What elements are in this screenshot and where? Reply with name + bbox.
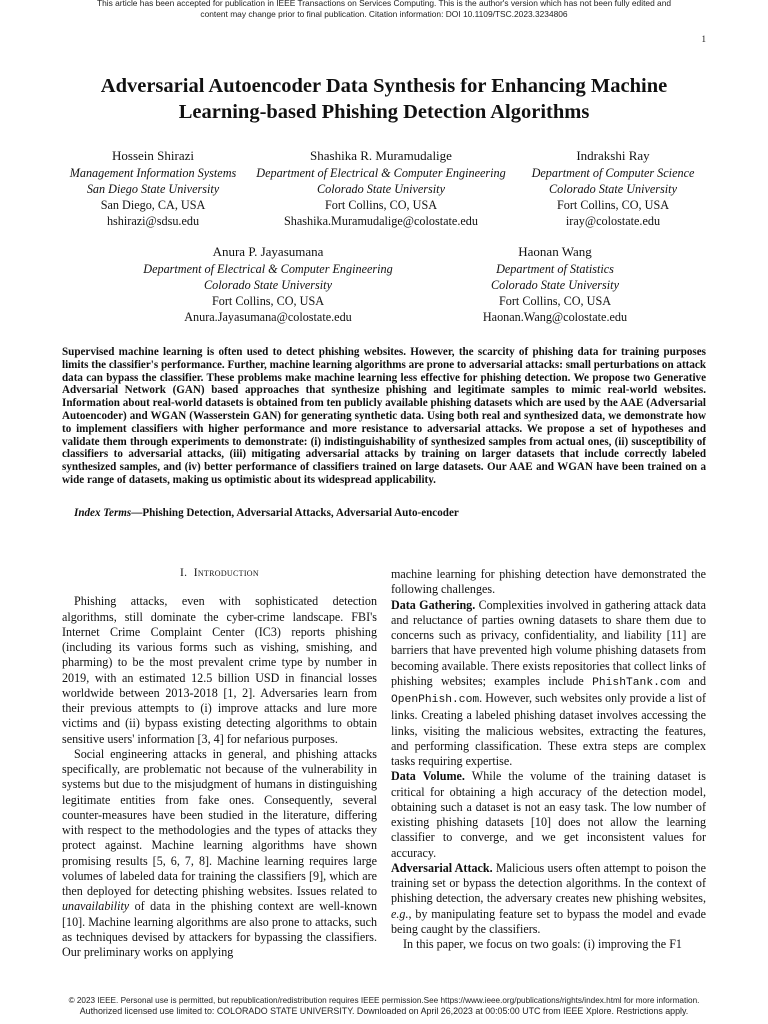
author-email: hshirazi@sdsu.edu (106, 214, 200, 228)
url-openphish[interactable]: OpenPhish.com (391, 694, 480, 706)
author-university: San Diego State University (86, 182, 220, 196)
right-column (391, 567, 706, 952)
author-location: San Diego, CA, USA (100, 198, 206, 212)
author-name: Anura P. Jayasumana (212, 244, 324, 259)
index-terms-text: —Phishing Detection, Adversarial Attacks, Adversarial Auto-encoder (131, 507, 459, 519)
copyright-footer: © 2023 IEEE. Personal use is permitted, but republication/redistribution requires IEEE permission.See https://www.ieee.org/publications/rights/index.html for more information. (68, 996, 700, 1005)
author-location: Fort Collins, CO, USA (556, 198, 670, 212)
author-department: Department of Statistics (496, 262, 614, 276)
emphasis: unavailability (62, 899, 130, 914)
author-email: iray@colostate.edu (565, 214, 661, 228)
paragraph-adversarial-attack (391, 861, 706, 937)
author-department: Management Information Systems (69, 166, 237, 180)
abstract: Supervised machine learning is often used to detect phishing websites. However, the scarcity of phishing data for training purposes limits the classifier's performance. Further, machine learning algorithms are prone to adversarial attacks: small perturbations on attack data can bypass the classifier. These problems make machine learning less effective for phishing detection. We propose two Generative Adversarial Network (GAN) based approaches that synthesize phishing and legitimate samples to mimic real-world websites. Information about real-world datasets is obtained from ten publicly available phishing datasets which are used by the AAE (Adversarial Autoencoder) and WGAN (Wasserstein GAN) for generating synthetic data. Using both real and synthesized data, we demonstrate how to implement classifiers with higher performance and more resistance to adversarial attacks. We propose a set of hypotheses and validate them through experiments to demonstrate: (i) indistinguishability of synthesized samples from actual ones, (ii) susceptibility of classifiers to adversarial attacks, (iii) mitigating adversarial attacks by training on larger datasets that include correctly labeled synthesized samples, and (iv) better performance of classifiers trained on large datasets. Our AAE and WGAN have been trained on a wide range of datasets, making us optimistic about its widespread applicability. (62, 346, 706, 486)
title-line-2: Learning-based Phishing Detection Algorithms (178, 101, 590, 123)
author-block-shirazi (62, 147, 244, 229)
author-department: Department of Computer Science (531, 166, 695, 180)
paragraph-text: Social engineering attacks in general, and phishing attacks specifically, are problematic not because of the vulnerability in systems but due to the misjudgment of humans in distinguishing legitimate entities from fake ones. Consequently, several counter-measures have been studied in the literature, differing with respect to the methodologies and the types of attacks they protect against. Machine learning algorithms have shown promising results [5, 6, 7, 8]. Machine learning requires large volumes of labeled data for training the classifiers [9], which are then deployed for detecting phishing websites. Issues related to (62, 746, 377, 898)
author-name: Shashika R. Muramudalige (310, 148, 452, 163)
author-university: Colorado State University (204, 278, 332, 292)
license-footer: Authorized licensed use limited to: COLORADO STATE UNIVERSITY. Downloaded on April 26,2023 at 00:05:00 UTC from IEEE Xplore. Restrictions apply. (79, 1006, 689, 1016)
page-number: 1 (701, 34, 706, 44)
author-name: Hossein Shirazi (112, 148, 194, 163)
paragraph: machine learning for phishing detection have demonstrated the following challenges. (391, 567, 706, 597)
section-heading (62, 566, 377, 581)
title-line-1: Adversarial Autoencoder Data Synthesis for Enhancing Machine (100, 75, 668, 97)
run-in-heading: Adversarial Attack. (391, 860, 493, 875)
paragraph-text: While the volume of the training dataset is critical for obtaining a high accuracy of the detection model, obtaining such a dataset is not an easy task. The low number of existing phishing datasets [10] does not allow the learning classifier to converge, and we get inconsistent values for accuracy. (391, 769, 706, 860)
publication-notice-line-1: This article has been accepted for publication in IEEE Transactions on Services Computing. This is the author's version which has not been fully edited and (96, 0, 672, 8)
paragraph-data-gathering (391, 598, 706, 770)
paragraph-text: Complexities involved in gathering attack data and reluctance of parties owning datasets to share them due to concerns such as privacy, confidentiality, and liability [11] are barriers that have prevented high volume phishing datasets from becoming available. There exists repositories that collect links of phishing websites; examples include (391, 597, 706, 688)
author-university: Colorado State University (317, 182, 445, 196)
run-in-heading: Data Volume. (391, 769, 465, 784)
publication-notice-line-2: content may change prior to final publication. Citation information: DOI 10.1109/TSC.2023.3234806 (200, 9, 568, 19)
paragraph-text: Malicious users often attempt to poison the training set or bypass the detection algorithms. In the context of phishing detection, the adversary creates new phishing websites, (391, 860, 706, 906)
publication-notice (0, 0, 768, 20)
author-university: Colorado State University (491, 278, 619, 292)
left-column (62, 566, 377, 960)
author-block-jayasumana (133, 243, 403, 325)
author-location: Fort Collins, CO, USA (498, 294, 612, 308)
paragraph: Phishing attacks, even with sophisticated detection algorithms, still dominate the cyber-crime landscape. FBI's Internet Crime Complaint Center (IC3) reports phishing (including its various forms such as vishing, smishing, and pharming) to be the most prevalent crime type by number in 2019, with an estimated 12.5 billion USD in financial losses worldwide between 2013-2018 [1, 2]. Adversaries learn from their previous attempts to (i) improve attacks and lure more victims and (ii) bypass existing detecting algorithms to obtain sensitive users' information [3, 4] for nefarious purposes. (62, 594, 377, 746)
paper-title (0, 73, 768, 125)
paragraph-text: , by manipulating feature set to bypass the model and evade being caught by the classifiers. (391, 906, 706, 936)
author-email: Haonan.Wang@colostate.edu (482, 310, 628, 324)
emphasis: e.g. (391, 906, 409, 921)
paragraph-text: . However, such websites only provide a list of links. Creating a labeled phishing dataset involves accessing the links, visiting the malicious websites, extracting the features, and performing classification. These extra steps are complex tasks requiring expertise. (391, 691, 706, 768)
author-name: Indrakshi Ray (576, 148, 650, 163)
author-department: Department of Electrical & Computer Engineering (256, 166, 506, 180)
index-terms-label: Index Terms (74, 507, 132, 519)
paragraph (62, 747, 377, 961)
author-block-muramudalige (246, 147, 516, 229)
paragraph: In this paper, we focus on two goals: (i) improving the F1 (403, 937, 682, 951)
author-block-ray (518, 147, 708, 229)
run-in-heading: Data Gathering. (391, 597, 476, 612)
paragraph-data-volume (391, 769, 706, 861)
author-location: Fort Collins, CO, USA (324, 198, 438, 212)
paragraph-text: of data in the phishing context are well-known [10]. Machine learning algorithms are also prone to attacks, such as techniques devised by attackers for bypassing the classifiers. Our preliminary works on applying (62, 899, 377, 959)
author-email: Anura.Jayasumana@colostate.edu (184, 310, 352, 324)
url-phishtank[interactable]: PhishTank.com (592, 676, 681, 689)
section-title-rest: ntroduction (197, 567, 259, 579)
author-block-wang (460, 243, 650, 325)
author-name: Haonan Wang (518, 244, 592, 259)
section-title-initial: I (193, 567, 198, 579)
paragraph-text: and (680, 673, 706, 688)
author-email: Shashika.Muramudalige@colostate.edu (284, 214, 478, 228)
author-university: Colorado State University (549, 182, 677, 196)
author-department: Department of Electrical & Computer Engineering (143, 262, 393, 276)
section-number: I. (180, 567, 188, 579)
author-location: Fort Collins, CO, USA (211, 294, 325, 308)
index-terms (62, 507, 706, 520)
